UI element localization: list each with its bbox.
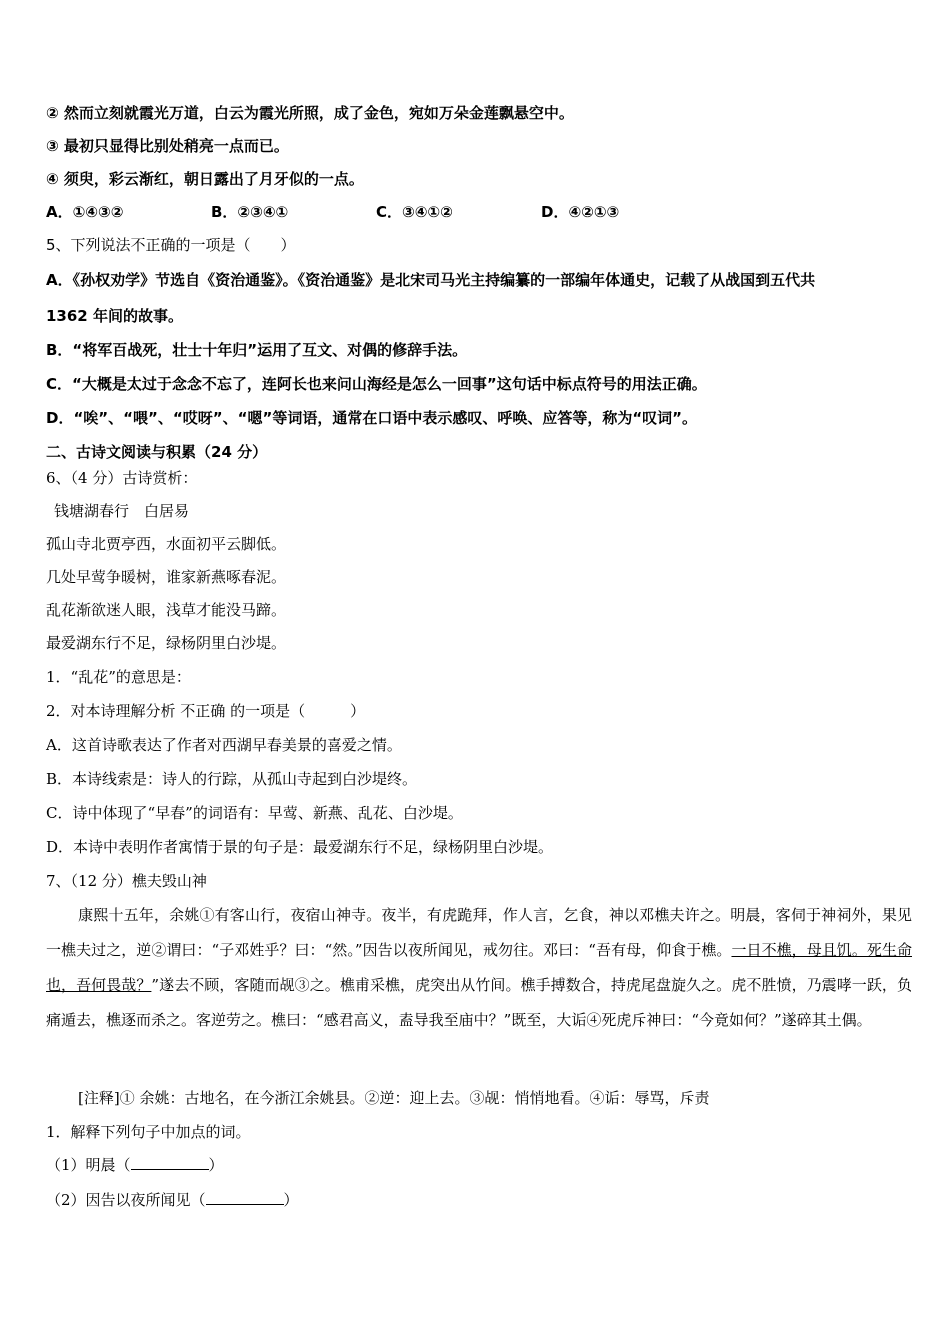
- poem-line-1: 孤山寺北贾亭西，水面初平云脚低。: [46, 535, 287, 553]
- q7-note: [注释]① 余姚：古地名，在今浙江余姚县。②逆：迎上去。③觇：悄悄地看。④诟：辱骂，斥责: [78, 1089, 710, 1107]
- q6-option-d: D．本诗中表明作者寓情于景的句子是：最爱湖东行不足，绿杨阴里白沙堤。: [46, 838, 554, 856]
- q5-stem: 5、下列说法不正确的一项是（ ）: [46, 236, 296, 254]
- q5-option-b: B．“将军百战死，壮士十年归”运用了互文、对偶的修辞手法。: [46, 341, 468, 359]
- poem-line-3: 乱花渐欲迷人眼，浅草才能没马蹄。: [46, 601, 287, 619]
- q6-option-c: C．诗中体现了“早春”的词语有：早莺、新燕、乱花、白沙堤。: [46, 804, 463, 822]
- q4-item-3: ③ 最初只显得比别处稍亮一点而已。: [46, 137, 289, 155]
- q4-option-c: C．③④①②: [376, 203, 453, 221]
- q6-option-b: B．本诗线索是：诗人的行踪，从孤山寺起到白沙堤终。: [46, 770, 418, 788]
- q7-passage-end: ”遂去不顾，客随而觇③之。樵甫采樵，虎突出从竹间。樵手搏数合，持虎尾盘旋久之。虎不胜愤，乃震哮一跃，负痛遁去，樵逐而杀之。客逆劳之。樵曰：“感君高义，盍导我至庙中？”既至，大诟④死虎斥神曰：“今竟如何？”遂碎其土偶。: [46, 976, 912, 1029]
- q5-option-c: C．“大概是太过于念念不忘了，连阿长也来问山海经是怎么一回事”这句话中标点符号的用法正确。: [46, 375, 707, 393]
- q7-fill-2: （2）因告以夜所闻见（ ）: [46, 1191, 299, 1209]
- q7-passage-underlined: 一日不樵，母且饥。死生命也，吾何畏哉？: [46, 941, 912, 994]
- q6-stem: 6、（4 分）古诗赏析：: [46, 469, 198, 487]
- q7-sub1: 1．解释下列句子中加点的词。: [46, 1123, 251, 1141]
- q6-sub2: 2．对本诗理解分析 不正确 的一项是（ ）: [46, 702, 366, 720]
- q5-option-a-line2: 1362 年间的故事。: [46, 307, 183, 325]
- q4-option-b: B．②③④①: [211, 203, 289, 221]
- answer-blank-2[interactable]: [206, 1190, 284, 1205]
- q4-options: [46, 202, 706, 222]
- q4-item-2: ② 然而立刻就霞光万道，白云为霞光所照，成了金色，宛如万朵金莲飘悬空中。: [46, 104, 574, 122]
- q4-option-d: D．④②①③: [541, 203, 620, 221]
- q7-stem: 7、（12 分）樵夫毁山神: [46, 872, 207, 890]
- q6-option-a: A．这首诗歌表达了作者对西湖早春美景的喜爱之情。: [46, 736, 402, 754]
- q7-passage-start: 康熙十五年，余姚①有客山行，夜宿山神寺。夜半，有虎跪拜，作人言，乞食，神以邓樵夫许之。明晨，客伺于神祠外，果见一樵夫过之，逆②谓曰：“子邓姓乎？曰：“然。”因告以夜所闻见，戒勿往。邓曰：“吾有母，仰食于樵。: [46, 906, 912, 959]
- q5-option-a-line1: A．《孙权劝学》节选自《资治通鉴》。《资治通鉴》是北宋司马光主持编纂的一部编年体通史，记载了从战国到五代共: [46, 271, 816, 289]
- q4-option-a: A．①④③②: [46, 203, 124, 221]
- q6-sub1: 1．“乱花”的意思是：: [46, 668, 191, 686]
- poem-title: 钱塘湖春行 白居易: [54, 502, 190, 520]
- poem-line-2: 几处早莺争暖树，谁家新燕啄春泥。: [46, 568, 287, 586]
- poem-line-4: 最爱湖东行不足，绿杨阴里白沙堤。: [46, 634, 287, 652]
- q5-option-d: D．“唉”、“喂”、“哎呀”、“嗯”等词语，通常在口语中表示感叹、呼唤、应答等，称为“叹词”。: [46, 409, 698, 427]
- answer-blank-1[interactable]: [131, 1155, 209, 1170]
- q7-fill-1: （1）明晨（ ）: [46, 1156, 224, 1174]
- q4-item-4: ④ 须臾，彩云渐红，朝日露出了月牙似的一点。: [46, 170, 364, 188]
- q7-passage: [46, 898, 912, 1038]
- section-2-heading: 二、古诗文阅读与积累（24 分）: [46, 443, 268, 461]
